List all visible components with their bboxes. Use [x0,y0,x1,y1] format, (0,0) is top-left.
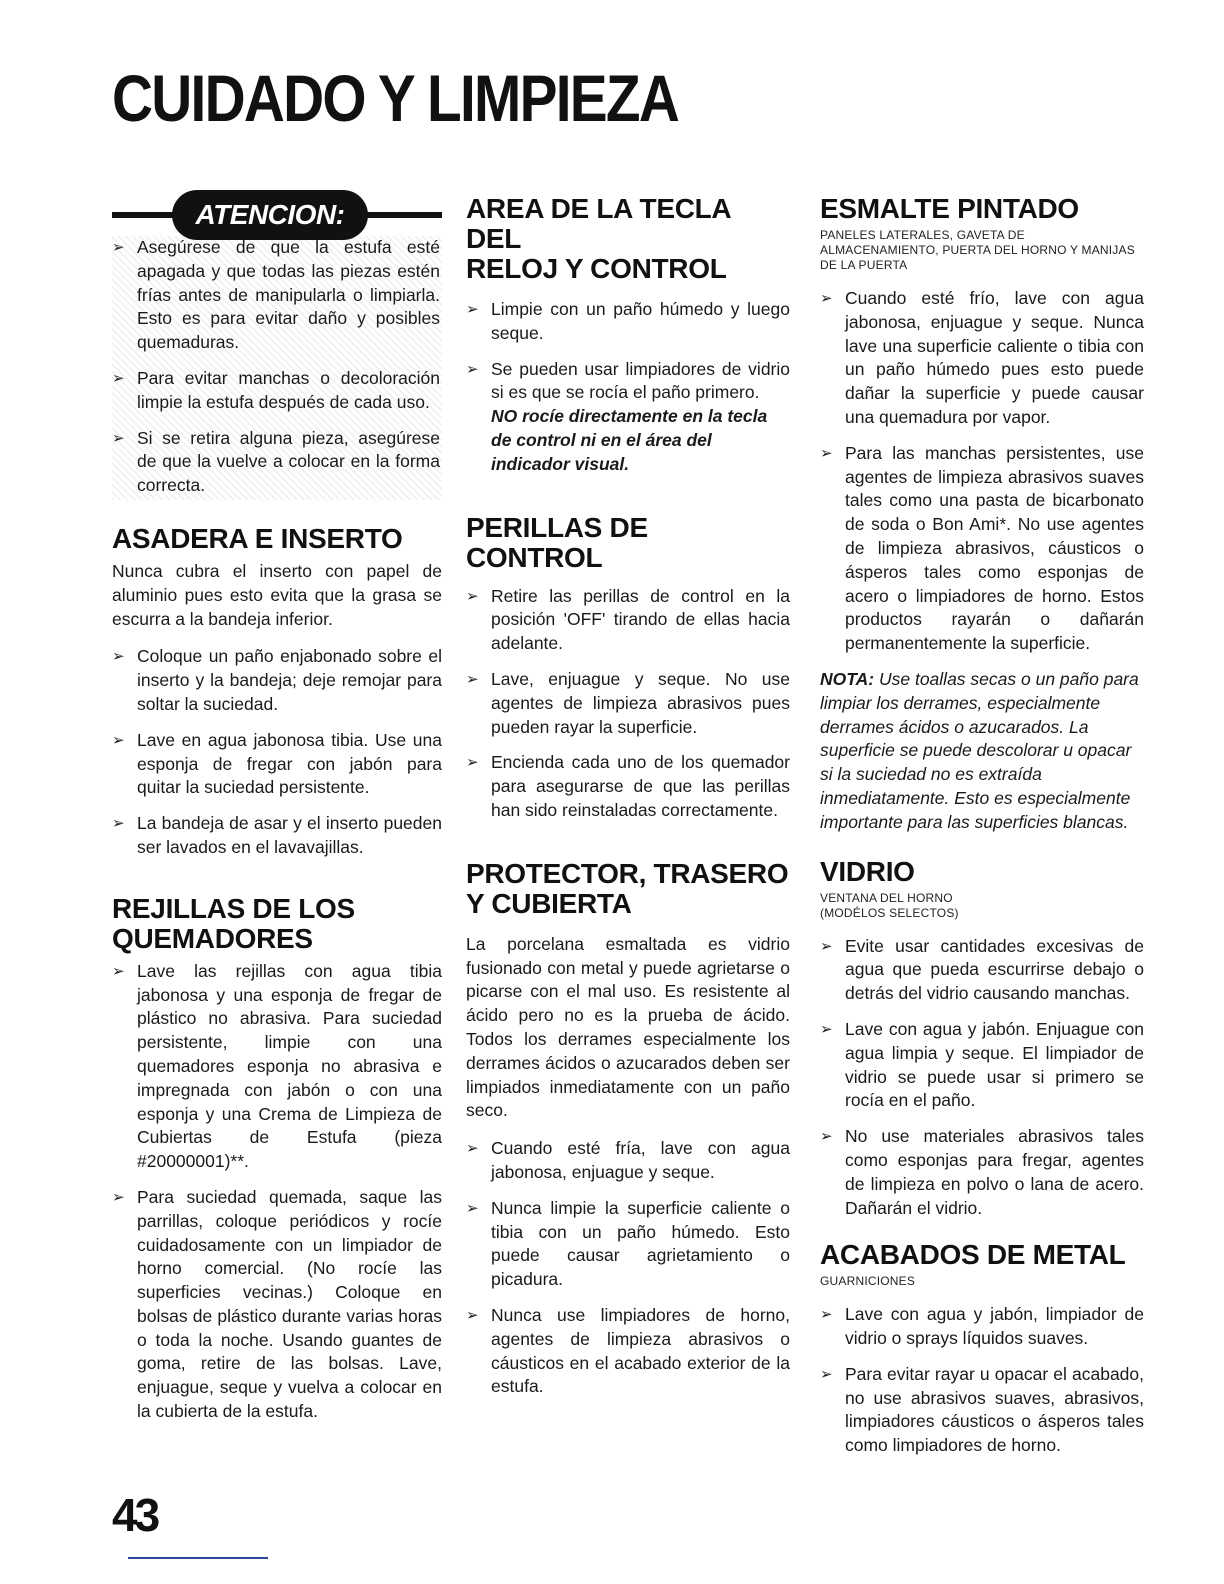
list-item-text: Retire las perillas de control en la posición 'OFF' tirando de ellas hacia adelante. [491,585,790,654]
arrow-bullet-icon: ➢ [112,815,125,833]
list-item-text: Cuando esté fría, lave con agua jabonosa, enjuague y seque. [491,1138,790,1182]
heading-line: REJILLAS DE LOS [112,892,355,924]
heading-line: AREA DE LA TECLA DEL [466,193,731,254]
vidrio-list [820,935,1144,1221]
section-subheading [820,891,1144,921]
section-subheading: GUARNICIONES [820,1274,916,1289]
heading-line: RELOJ Y CONTROL [466,253,727,284]
list-item-text: Lave las rejillas con agua tibia jabonosa y una esponja de fregar de plástico no abrasiva. Para suciedad persistente, limpie con una quemadores esponja no abrasiva e impregnada con jabón o con una esponja y una Crema de Limpieza de Cubiertas de Estufa (pieza #20000001)**. [137,960,442,1172]
list-item [466,585,790,656]
subheading-line: VENTANA DEL HORNO [820,890,953,905]
asadera-list [112,645,442,859]
list-item [820,287,1144,430]
list-item-text: Coloque un paño enjabonado sobre el inserto y la bandeja; deje remojar para soltar la suciedad. [137,646,442,714]
arrow-bullet-icon: ➢ [112,648,125,666]
list-item [466,1197,790,1292]
section-heading [112,894,442,954]
arrow-bullet-icon: ➢ [466,1140,479,1158]
list-item [112,729,442,800]
list-item-text: Para suciedad quemada, saque las parrillas, coloque periódicos y rocíe cuidadosamente con un limpiador de horno comercial. (No rocíe las superficies vecinas.) Coloque en bolsas de plástico durante varias horas o toda la noche. Usando guantes de goma, retire de las bolsas. Lave, enjuague, seque y vuelva a colocar en la cubierta de la estufa. [137,1186,442,1422]
list-item [112,367,440,415]
column-left [112,190,442,1436]
page-number: 43 [112,1489,158,1541]
list-item-text: Lave con agua y jabón, limpiador de vidrio o sprays líquidos suaves. [845,1304,1144,1349]
arrow-bullet-icon: ➢ [820,937,833,955]
list-item [820,935,1144,1006]
list-item [112,427,440,498]
section-heading: ACABADOS DE METAL [820,1239,1126,1271]
arrow-bullet-icon: ➢ [820,1128,833,1146]
arrow-bullet-icon: ➢ [466,670,479,688]
rejillas-list [112,960,442,1424]
section-heading: ASADERA E INSERTO [112,522,403,554]
reloj-list [466,298,790,405]
arrow-bullet-icon: ➢ [112,962,125,980]
section-vidrio [820,857,1144,1221]
section-perillas [466,513,790,823]
list-item-text: Se pueden usar limpiadores de vidrio si es que se rocía el paño primero. [491,358,790,403]
perillas-list [466,585,790,823]
arrow-bullet-icon: ➢ [466,754,479,772]
list-item [820,442,1144,656]
list-item [112,960,442,1174]
list-item-text: La bandeja de asar y el inserto pueden ser lavados en el lavavajillas. [137,813,442,857]
section-rejillas [112,894,442,1424]
section-protector [466,859,790,1399]
arrow-bullet-icon: ➢ [820,1306,833,1324]
section-subheading: PANELES LATERALES, GAVETA DE ALMACENAMIENTO, PUERTA DEL HORNO Y MANIJAS DE LA PUERTA [820,228,1135,272]
note-text [820,668,1144,835]
arrow-bullet-icon: ➢ [466,360,479,378]
list-item [112,645,442,716]
list-item-text: Nunca limpie la superficie caliente o tibia con un paño húmedo. Esto puede causar agrietamiento o picadura. [491,1197,790,1290]
arrow-bullet-icon: ➢ [112,429,125,447]
column-middle [466,190,790,1411]
heading-line: QUEMADORES [112,922,313,954]
page-title: CUIDADO Y LIMPIEZA [112,61,679,135]
arrow-bullet-icon: ➢ [112,239,125,256]
arrow-bullet-icon: ➢ [820,1365,833,1383]
subheading-line: (MODÉLOS SELECTOS) [820,905,959,920]
esmalte-list [820,287,1144,656]
list-item-text: Lave, enjuague y seque. No use agentes de limpieza abrasivos pues pueden rayar la superficie. [491,668,790,737]
footer-rule [128,1557,268,1559]
section-heading: PERILLAS DE CONTROL [466,511,648,573]
note-label: NOTA: [820,668,875,689]
list-item-text: Limpie con un paño húmedo y luego seque. [491,299,790,343]
list-item-text: Para las manchas persistentes, use agentes de limpieza abrasivos suaves tales como una pasta de bicarbonato de soda o Bon Ami*. No use agentes de limpieza abrasivos, cáusticos o ásperos tales como esponjas de acero o limpiadores de horno. Estos productos rayarán o dañarán permanentemente la superficie. [845,442,1144,654]
atencion-box [112,190,442,500]
arrow-bullet-icon: ➢ [466,587,479,605]
list-item-text: Cuando esté frío, lave con agua jabonosa, enjuague y seque. Nunca lave una superficie caliente o tibia con un paño húmedo pues esto puede dañar la superficie y puede causar una quemadura por vapor. [845,288,1144,427]
list-item-text: No use materiales abrasivos tales como esponjas para fregar, agentes de limpieza en polvo o lana de acero. Dañarán el vidrio. [845,1126,1144,1218]
acabados-list [820,1303,1144,1458]
arrow-bullet-icon: ➢ [466,1199,479,1217]
list-item [466,668,790,739]
heading-line: PROTECTOR, TRASERO [466,857,789,889]
list-item [466,298,790,346]
atencion-label: ATENCION: [172,190,368,240]
column-right [820,190,1144,1470]
atencion-header [112,190,442,242]
arrow-bullet-icon: ➢ [112,1188,125,1206]
list-item-text: Lave en agua jabonosa tibia. Use una esponja de fregar con jabón para quitar la suciedad persistente. [137,729,442,798]
list-item [112,1186,442,1424]
arrow-bullet-icon: ➢ [820,444,833,462]
list-item [112,812,442,860]
warning-text: NO rocíe directamente en la tecla de control ni en el área del indicador visual. [491,406,768,474]
arrow-bullet-icon: ➢ [820,1020,833,1038]
section-esmalte [820,194,1144,835]
section-heading [466,859,790,919]
section-asadera [112,524,442,860]
section-heading [466,194,790,284]
section-heading: VIDRIO [820,855,915,887]
list-item-text: Lave con agua y jabón. Enjuague con agua limpia y seque. El limpiador de vidrio se puede usar si primero se rocía en el paño. [845,1018,1144,1111]
list-item [820,1363,1144,1458]
arrow-bullet-icon: ➢ [820,290,833,307]
arrow-bullet-icon: ➢ [466,1306,479,1324]
list-item-text: Para evitar manchas o decoloración limpie la estufa después de cada uso. [137,367,440,412]
list-item [466,1137,790,1185]
list-item-text: Para evitar rayar u opacar el acabado, no use abrasivos suaves, abrasivos, limpiadores cáusticos o ásperos tales como limpiadores de horno. [845,1363,1144,1456]
arrow-bullet-icon: ➢ [112,369,125,387]
list-item [820,1303,1144,1351]
list-item [820,1018,1144,1113]
atencion-body [112,236,442,500]
section-heading: ESMALTE PINTADO [820,193,1079,224]
section-intro: La porcelana esmaltada es vidrio fusionado con metal y puede agrietarse o picarse con el mal uso. Es resistente al ácido pero no es la prueba de ácido. Todos los derrames especialmente los derrames ácidos o azucarados deben ser limpiados inmediatamente con un paño seco. [466,933,790,1121]
arrow-bullet-icon: ➢ [112,731,125,749]
list-item [466,751,790,822]
section-reloj [466,194,790,477]
list-item-text: Encienda cada uno de los quemador para asegurarse de que las perillas han sido reinstaladas correctamente. [491,752,790,820]
arrow-bullet-icon: ➢ [466,301,479,318]
protector-list [466,1137,790,1399]
list-item-text: Evite usar cantidades excesivas de agua que pueda escurrirse debajo o detrás del vidrio causando manchas. [845,935,1144,1004]
atencion-list [112,236,440,498]
list-item [466,358,790,406]
note-body: Use toallas secas o un paño para limpiar los derrames, especialmente derrames ácidos o azucarados. La superficie se puede descolorar u opacar si la suciedad no es extraída inmediatamente. Esto es especialmente importante para las superficies blancas. [820,668,1139,832]
list-item [466,1304,790,1399]
heading-line: Y CUBIERTA [466,887,632,919]
list-item [112,236,440,355]
list-item-text: Asegúrese de que la estufa esté apagada y que todas las piezas estén frías antes de manipularla o limpiarla. Esto es para evitar daño y posibles quemaduras. [137,237,440,353]
list-item-text: Nunca use limpiadores de horno, agentes de limpieza abrasivos o cáusticos en el acabado exterior de la estufa. [491,1304,790,1397]
list-item-text: Si se retira alguna pieza, asegúrese de que la vuelve a colocar en la forma correcta. [137,427,440,496]
list-item [820,1125,1144,1220]
section-intro: Nunca cubra el inserto con papel de aluminio pues esto evita que la grasa se escurra a la bandeja inferior. [112,560,442,629]
section-acabados [820,1240,1144,1458]
